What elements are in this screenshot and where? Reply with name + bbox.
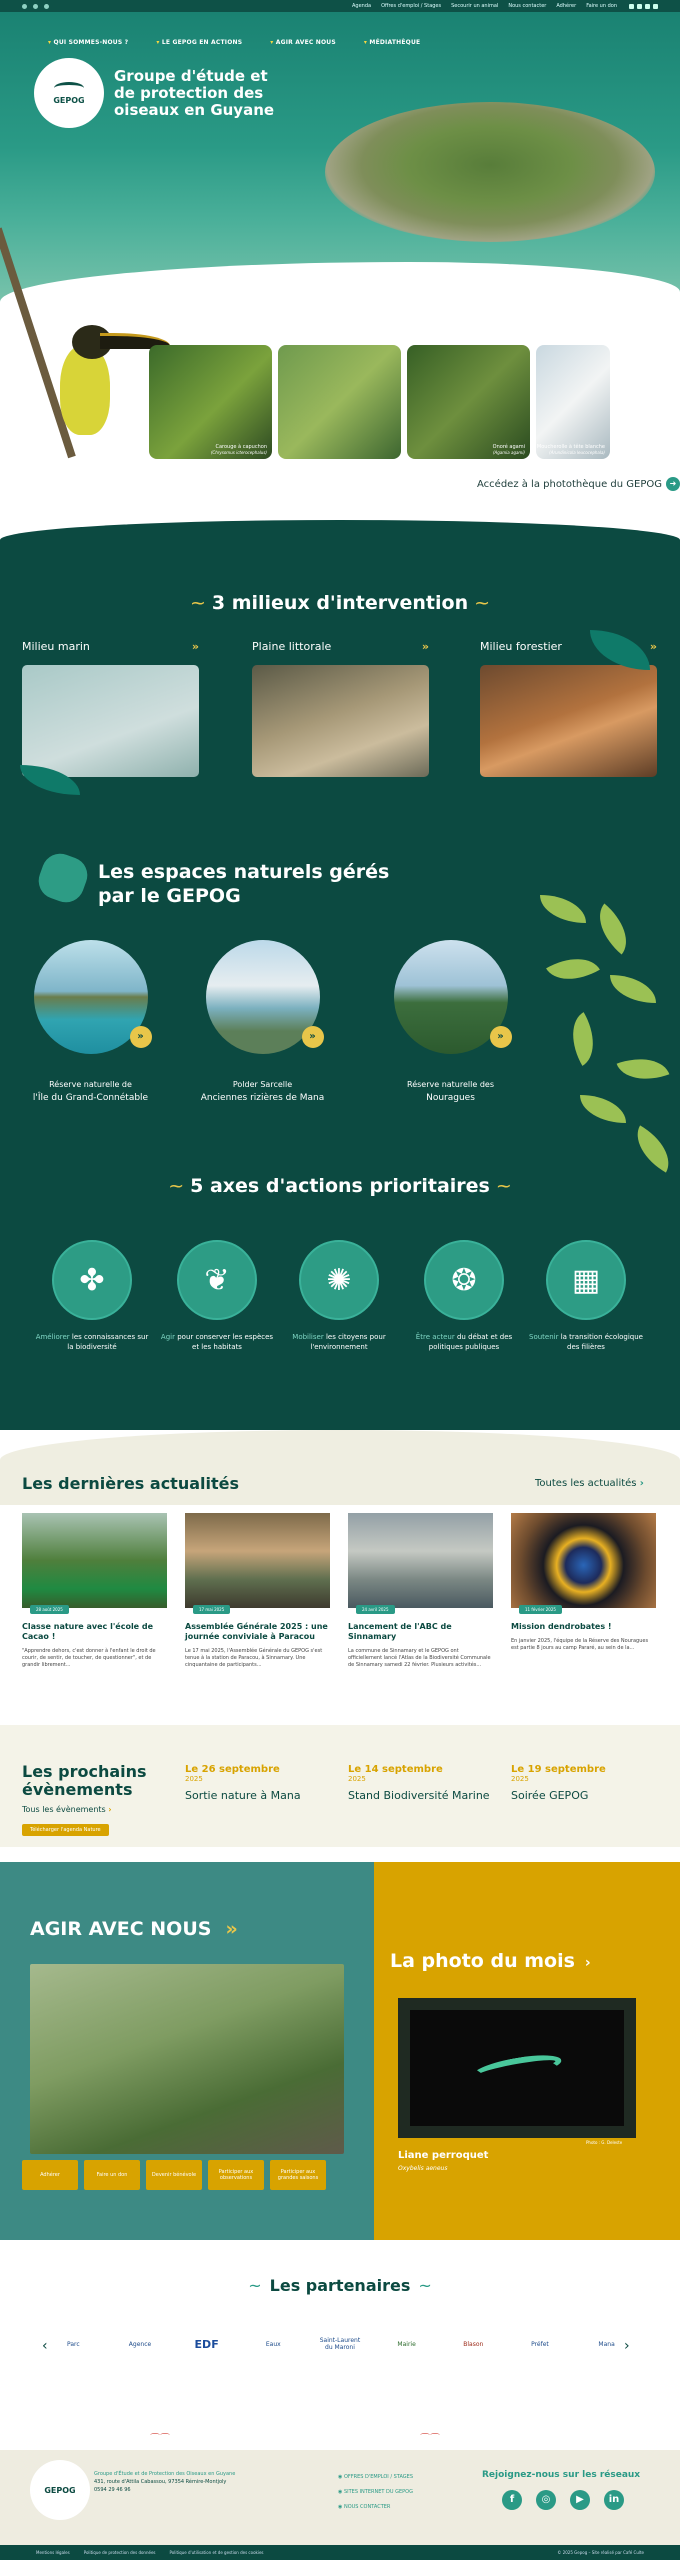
benevole-button[interactable]: Devenir bénévole bbox=[146, 2160, 202, 2190]
double-chevron-icon: » bbox=[421, 640, 429, 653]
chevron-right-icon[interactable]: › bbox=[624, 2338, 630, 2354]
double-chevron-icon: » bbox=[225, 1918, 238, 1940]
agir-buttons bbox=[22, 2160, 326, 2190]
linkedin-icon[interactable]: in bbox=[604, 2490, 624, 2510]
chevron-right-icon: › bbox=[108, 1805, 112, 1814]
milieu-image bbox=[22, 665, 199, 777]
partner-logo[interactable]: Mana bbox=[598, 2340, 615, 2348]
chevron-left-icon[interactable]: ‹ bbox=[42, 2338, 48, 2354]
birdwatch-icon: ✺ bbox=[299, 1240, 379, 1320]
news-card[interactable]: 17 mai 2025 Assemblée Générale 2025 : une journée conviviale à Paracou Le 17 mai 2025, l'Assemblée Générale du GEPOG s'est tenue à la station de Paracou, à Sinnamary. Une cinquantaine de participants... bbox=[185, 1513, 330, 1669]
instagram-icon[interactable] bbox=[637, 4, 642, 9]
footer-link-jobs[interactable]: ◉ OFFRES D'EMPLOI / STAGES bbox=[338, 2474, 413, 2480]
legal-link[interactable]: Politique d'utilisation et de gestion des cookies bbox=[169, 2550, 264, 2555]
youtube-icon[interactable]: ▶ bbox=[570, 2490, 590, 2510]
news-card[interactable]: 11 février 2025 Mission dendrobates ! En janvier 2025, l'équipe de la Réserve des Nouragues est partie 8 jours au camp Pararé, au sein de la... bbox=[511, 1513, 656, 1652]
double-chevron-icon: » bbox=[130, 1026, 152, 1048]
photo-du-mois-scientific: Oxybelis aeneus bbox=[398, 2165, 448, 2172]
adherer-button[interactable]: Adhérer bbox=[22, 2160, 78, 2190]
instagram-icon[interactable]: ◎ bbox=[536, 2490, 556, 2510]
arrow-right-icon: ➜ bbox=[666, 477, 680, 491]
espace-image bbox=[34, 940, 148, 1054]
brand[interactable] bbox=[34, 58, 284, 128]
news-card[interactable]: 28 août 2025 Classe nature avec l'école de Cacao ! "Apprendre dehors, c'est donner à l'enfant le droit de courir, de sentir, de toucher, de questionner", et de grandir librement... bbox=[22, 1513, 167, 1669]
news-image bbox=[511, 1513, 656, 1612]
footer-link-sites[interactable]: ◉ SITES INTERNET DU GEPOG bbox=[338, 2489, 413, 2495]
site-title: Groupe d'étude et de protection des oiseaux en Guyane bbox=[114, 66, 275, 119]
tree-icon: ✤ bbox=[52, 1240, 132, 1320]
toucan-illustration bbox=[40, 325, 140, 455]
partner-logo[interactable]: Saint-Laurent du Maroni bbox=[319, 2337, 361, 2351]
espace-card-connetable[interactable]: » Réserve naturelle de l'Île du Grand-Connétable bbox=[28, 940, 153, 1103]
news-card[interactable]: 24 avril 2025 Lancement de l'ABC de Sinnamary La commune de Sinnamary et le GEPOG ont officiellement lancé l'Atlas de la Biodiversité Communale de Sinnamary samedi 22 février. Plusieurs activités... bbox=[348, 1513, 493, 1669]
meeting-table-icon: ❂ bbox=[424, 1240, 504, 1320]
utility-link-agenda[interactable]: Agenda bbox=[352, 3, 372, 9]
top-utility-bar bbox=[0, 0, 680, 12]
footer-social-title: Rejoignez-nous sur les réseaux bbox=[482, 2470, 641, 2480]
partners-title: ~ Les partenaires ~ bbox=[248, 2276, 432, 2295]
legal-bar bbox=[0, 2545, 680, 2560]
milieu-image bbox=[252, 665, 429, 777]
espace-image bbox=[206, 940, 320, 1054]
milieu-card-plaine[interactable]: Plaine littorale » bbox=[252, 640, 429, 777]
buildings-icon: ▦ bbox=[546, 1240, 626, 1320]
facebook-icon[interactable] bbox=[629, 4, 634, 9]
partners-carousel bbox=[40, 2314, 640, 2374]
hands-plant-icon: ❦ bbox=[177, 1240, 257, 1320]
color-dots bbox=[22, 4, 49, 9]
footer-links bbox=[338, 2470, 413, 2515]
top-social-icons bbox=[629, 4, 658, 9]
bird-silhouette-icon: ⌒⌒ bbox=[420, 2434, 440, 2445]
island-photo bbox=[325, 102, 655, 242]
photo-du-mois-image[interactable] bbox=[398, 1998, 636, 2138]
chevron-right-icon: › bbox=[584, 1955, 591, 1971]
axes-title: ~ 5 axes d'actions prioritaires ~ bbox=[168, 1175, 512, 1197]
agir-title: AGIR AVEC NOUS » bbox=[30, 1918, 238, 1940]
observations-button[interactable]: Participer aux observations bbox=[208, 2160, 264, 2190]
news-date: 24 avril 2025 bbox=[356, 1605, 395, 1614]
partner-logo[interactable]: Préfet bbox=[531, 2340, 549, 2348]
double-chevron-icon: » bbox=[649, 640, 657, 653]
snake-shape bbox=[471, 2050, 563, 2085]
milieu-image bbox=[480, 665, 657, 777]
footer-social-icons bbox=[502, 2490, 624, 2510]
agir-photo bbox=[30, 1964, 344, 2154]
event-item[interactable]: Le 19 septembre 2025 Soirée GEPOG bbox=[511, 1764, 606, 1802]
gepog-logo[interactable]: GEPOG bbox=[34, 58, 104, 128]
download-agenda-button[interactable]: Télécharger l'agenda Nature bbox=[22, 1824, 109, 1836]
nav-item-actions[interactable]: ▾ LE GEPOG EN ACTIONS bbox=[156, 39, 242, 46]
nav-item-about[interactable]: ▾ QUI SOMMES-NOUS ? bbox=[48, 39, 128, 46]
footer-address: Groupe d'Étude et de Protection des Oiseaux en Guyane 431, route d'Attila Cabassou, 97354 Rémire-Montjoly 0594 29 46 96 bbox=[94, 2471, 236, 2493]
axe-card[interactable]: ✤ Améliorer les connaissances sur la biodiversité bbox=[32, 1240, 152, 1352]
espace-card-nouragues[interactable]: » Réserve naturelle des Nouragues bbox=[388, 940, 513, 1103]
utility-link-rescue[interactable]: Secourir un animal bbox=[451, 3, 499, 9]
axe-card[interactable]: ❦ Agir pour conserver les espèces et les habitats bbox=[157, 1240, 277, 1352]
nav-item-media[interactable]: ▾ MÉDIATHÈQUE bbox=[364, 39, 420, 46]
phototheque-link[interactable]: Accédez à la photothèque du GEPOG ➜ bbox=[477, 477, 680, 491]
partner-logo-edf[interactable]: EDF bbox=[194, 2337, 219, 2351]
partner-logo[interactable]: Blason bbox=[463, 2340, 484, 2348]
photo-du-mois-name: Liane perroquet bbox=[398, 2150, 489, 2161]
bird-thumb[interactable]: Carouge à capuchon (Chrysomus icterocephalus) bbox=[149, 345, 272, 459]
bird-photo-strip bbox=[149, 345, 610, 459]
don-button[interactable]: Faire un don bbox=[84, 2160, 140, 2190]
copyright: © 2025 Gepog – Site réalisé par Café Culte bbox=[557, 2550, 644, 2555]
event-item[interactable]: Le 14 septembre 2025 Stand Biodiversité Marine bbox=[348, 1764, 490, 1802]
partner-logo[interactable]: Agence bbox=[128, 2340, 152, 2348]
facebook-icon[interactable]: f bbox=[502, 2490, 522, 2510]
bird-thumb[interactable]: Onoré agami (Agamia agami) bbox=[407, 345, 530, 459]
mangrove-leaves-decoration bbox=[520, 885, 680, 1195]
espaces-title: Les espaces naturels gérés par le GEPOG bbox=[98, 861, 390, 907]
utility-link-contact[interactable]: Nous contacter bbox=[508, 3, 547, 9]
axe-card[interactable]: ❂ Être acteur du débat et des politiques publiques bbox=[404, 1240, 524, 1352]
news-date: 17 mai 2025 bbox=[193, 1605, 230, 1614]
photo-du-mois-title[interactable]: La photo du mois › bbox=[390, 1950, 591, 1972]
bird-thumb[interactable] bbox=[278, 345, 401, 459]
news-top-wave bbox=[0, 1430, 680, 1505]
youtube-icon[interactable] bbox=[645, 4, 650, 9]
all-news-link[interactable]: Toutes les actualités › bbox=[535, 1478, 644, 1489]
double-chevron-icon: » bbox=[191, 640, 199, 653]
chevron-right-icon: › bbox=[639, 1478, 644, 1489]
milieu-card-marin[interactable]: Milieu marin » bbox=[22, 640, 199, 777]
legal-link[interactable]: Mentions légales bbox=[36, 2550, 70, 2555]
news-date: 28 août 2025 bbox=[30, 1605, 69, 1614]
bird-silhouette-icon: ⌒⌒ bbox=[150, 2434, 170, 2445]
utility-link-join[interactable]: Adhérer bbox=[556, 3, 577, 9]
bird-thumb[interactable]: Moucherolle à tête blanche (Arundinicola leucocephala) bbox=[536, 345, 610, 459]
espace-card-sarcelle[interactable]: » Polder Sarcelle Anciennes rizières de Mana bbox=[200, 940, 325, 1103]
photo-du-mois-credit: Photo : G. Deleste bbox=[586, 2140, 623, 2145]
nav-item-join[interactable]: ▾ AGIR AVEC NOUS bbox=[270, 39, 336, 46]
linkedin-icon[interactable] bbox=[653, 4, 658, 9]
bird-logo-icon bbox=[54, 82, 84, 94]
news-image bbox=[185, 1513, 330, 1612]
news-image bbox=[348, 1513, 493, 1612]
double-chevron-icon: » bbox=[490, 1026, 512, 1048]
news-date: 11 février 2025 bbox=[519, 1605, 562, 1614]
hero-photo-credit: Crédit photo : S. Uriot bbox=[140, 298, 184, 303]
espace-image bbox=[394, 940, 508, 1054]
main-nav bbox=[48, 39, 420, 46]
news-title: Les dernières actualités bbox=[22, 1474, 240, 1493]
partner-logo[interactable]: Mairie bbox=[397, 2340, 416, 2348]
event-item[interactable]: Le 26 septembre 2025 Sortie nature à Mana bbox=[185, 1764, 301, 1802]
utility-link-donate[interactable]: Faire un don bbox=[586, 3, 617, 9]
footer-link-contact[interactable]: ◉ NOUS CONTACTER bbox=[338, 2504, 390, 2510]
axe-card[interactable]: ✺ Mobiliser les citoyens pour l'environnement bbox=[279, 1240, 399, 1352]
all-events-link[interactable]: Tous les évènements › bbox=[22, 1805, 112, 1814]
legal-link[interactable]: Politique de protection des données bbox=[83, 2550, 156, 2555]
events-title: Les prochains évènements bbox=[22, 1762, 147, 1799]
saisons-button[interactable]: Participer aux grandes saisons bbox=[270, 2160, 326, 2190]
double-chevron-icon: » bbox=[302, 1026, 324, 1048]
axe-card[interactable]: ▦ Soutenir la transition écologique des filières bbox=[526, 1240, 646, 1352]
utility-link-jobs[interactable]: Offres d'emploi / Stages bbox=[381, 3, 442, 9]
milieux-title: ~ 3 milieux d'intervention ~ bbox=[189, 592, 491, 614]
footer-logo[interactable]: GEPOG bbox=[30, 2460, 90, 2520]
news-image bbox=[22, 1513, 167, 1612]
milieu-card-foret[interactable]: Milieu forestier » bbox=[480, 640, 657, 777]
partner-logo[interactable]: Parc bbox=[66, 2340, 80, 2348]
partner-logo[interactable]: Eaux bbox=[265, 2340, 281, 2348]
utility-links bbox=[352, 3, 617, 9]
